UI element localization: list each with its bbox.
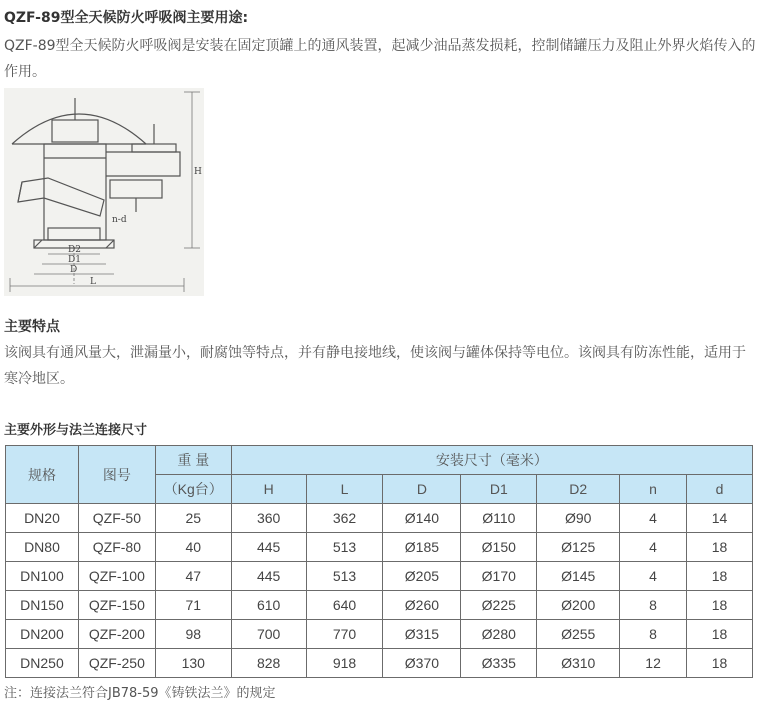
header-col-D2: D2 xyxy=(537,475,620,504)
header-drawing-no: 图号 xyxy=(78,446,155,504)
table-cell: 71 xyxy=(155,591,231,620)
table-cell: 8 xyxy=(620,591,687,620)
table-cell: 18 xyxy=(687,562,753,591)
table-cell: 918 xyxy=(306,649,383,678)
table-cell: Ø170 xyxy=(461,562,537,591)
table-cell: Ø125 xyxy=(537,533,620,562)
table-cell: DN250 xyxy=(6,649,79,678)
table-cell: QZF-50 xyxy=(78,504,155,533)
header-install-dims: 安装尺寸（毫米） xyxy=(231,446,752,475)
table-cell: Ø280 xyxy=(461,620,537,649)
usage-heading: QZF-89型全天候防火呼吸阀主要用途: xyxy=(4,10,249,26)
table-row xyxy=(6,620,753,649)
table-cell: Ø335 xyxy=(461,649,537,678)
table-cell: 98 xyxy=(155,620,231,649)
table-body xyxy=(6,504,753,678)
valve-drawing-svg xyxy=(4,88,204,296)
table-cell: 18 xyxy=(687,591,753,620)
dome-cap xyxy=(12,114,146,144)
table-cell: Ø205 xyxy=(383,562,461,591)
table-cell: 445 xyxy=(231,562,306,591)
dimensions-heading: 主要外形与法兰连接尺寸 xyxy=(4,423,148,438)
table-cell: Ø200 xyxy=(537,591,620,620)
table-cell: DN20 xyxy=(6,504,79,533)
table-cell: DN100 xyxy=(6,562,79,591)
table-row xyxy=(6,504,753,533)
table-cell: 828 xyxy=(231,649,306,678)
features-paragraph: 该阀具有通风量大，泄漏量小，耐腐蚀等特点，并有静电接地线，使该阀与罐体保持等电位。该阀具有防冻性能，适用于寒冷地区。 xyxy=(4,345,746,387)
table-cell: 130 xyxy=(155,649,231,678)
table-row xyxy=(6,649,753,678)
table-cell: Ø315 xyxy=(383,620,461,649)
header-col-L: L xyxy=(306,475,383,504)
table-cell: 770 xyxy=(306,620,383,649)
table-cell: QZF-150 xyxy=(78,591,155,620)
table-cell: Ø150 xyxy=(461,533,537,562)
table-cell: 362 xyxy=(306,504,383,533)
table-row xyxy=(6,591,753,620)
footnote: 注：连接法兰符合JB78-59《铸铁法兰》的规定 xyxy=(4,686,276,701)
table-cell: 4 xyxy=(620,533,687,562)
table-cell: 8 xyxy=(620,620,687,649)
header-col-H: H xyxy=(231,475,306,504)
table-cell: Ø145 xyxy=(537,562,620,591)
table-cell: Ø225 xyxy=(461,591,537,620)
table-cell: Ø260 xyxy=(383,591,461,620)
dim-label-H: H xyxy=(194,167,202,177)
table-cell: 14 xyxy=(687,504,753,533)
table-cell: QZF-200 xyxy=(78,620,155,649)
dim-label-D2: D2 xyxy=(68,245,81,255)
header-weight-line1: 重 量 xyxy=(155,446,231,475)
header-spec: 规格 xyxy=(6,446,79,504)
header-col-d: d xyxy=(687,475,753,504)
table-cell: Ø370 xyxy=(383,649,461,678)
table-cell: 18 xyxy=(687,533,753,562)
table-row xyxy=(6,533,753,562)
table-cell: Ø255 xyxy=(537,620,620,649)
table-cell: DN150 xyxy=(6,591,79,620)
table-cell: Ø140 xyxy=(383,504,461,533)
table-cell: QZF-80 xyxy=(78,533,155,562)
dim-label-D: D xyxy=(70,265,78,275)
table-cell: 700 xyxy=(231,620,306,649)
table-cell: QZF-250 xyxy=(78,649,155,678)
valve-technical-drawing xyxy=(4,88,204,296)
table-cell: 25 xyxy=(155,504,231,533)
flame-arrester xyxy=(18,178,104,216)
header-weight-line2: （Kg台） xyxy=(155,475,231,504)
dim-label-nd: n-d xyxy=(112,215,127,225)
header-col-n: n xyxy=(620,475,687,504)
table-cell: Ø310 xyxy=(537,649,620,678)
table-cell: 445 xyxy=(231,533,306,562)
table-cell: QZF-100 xyxy=(78,562,155,591)
table-cell: DN80 xyxy=(6,533,79,562)
table-cell: Ø90 xyxy=(537,504,620,533)
header-col-D: D xyxy=(383,475,461,504)
table-cell: 18 xyxy=(687,649,753,678)
usage-paragraph: QZF-89型全天候防火呼吸阀是安装在固定顶罐上的通风装置，起减少油品蒸发损耗，控制储罐压力及阻止外界火焰传入的作用。 xyxy=(4,38,756,80)
dim-label-L: L xyxy=(90,277,96,287)
table-cell: Ø185 xyxy=(383,533,461,562)
table-cell: Ø110 xyxy=(461,504,537,533)
table-cell: 4 xyxy=(620,504,687,533)
features-heading: 主要特点 xyxy=(4,319,60,335)
header-col-D1: D1 xyxy=(461,475,537,504)
dimensions-table xyxy=(5,445,753,678)
table-cell: 47 xyxy=(155,562,231,591)
table-row xyxy=(6,562,753,591)
table-cell: 513 xyxy=(306,562,383,591)
table-cell: 360 xyxy=(231,504,306,533)
dim-label-D1: D1 xyxy=(68,255,81,265)
table-cell: 4 xyxy=(620,562,687,591)
table-cell: 640 xyxy=(306,591,383,620)
table-cell: 18 xyxy=(687,620,753,649)
table-cell: DN200 xyxy=(6,620,79,649)
table-cell: 513 xyxy=(306,533,383,562)
table-cell: 610 xyxy=(231,591,306,620)
table-cell: 40 xyxy=(155,533,231,562)
table-cell: 12 xyxy=(620,649,687,678)
